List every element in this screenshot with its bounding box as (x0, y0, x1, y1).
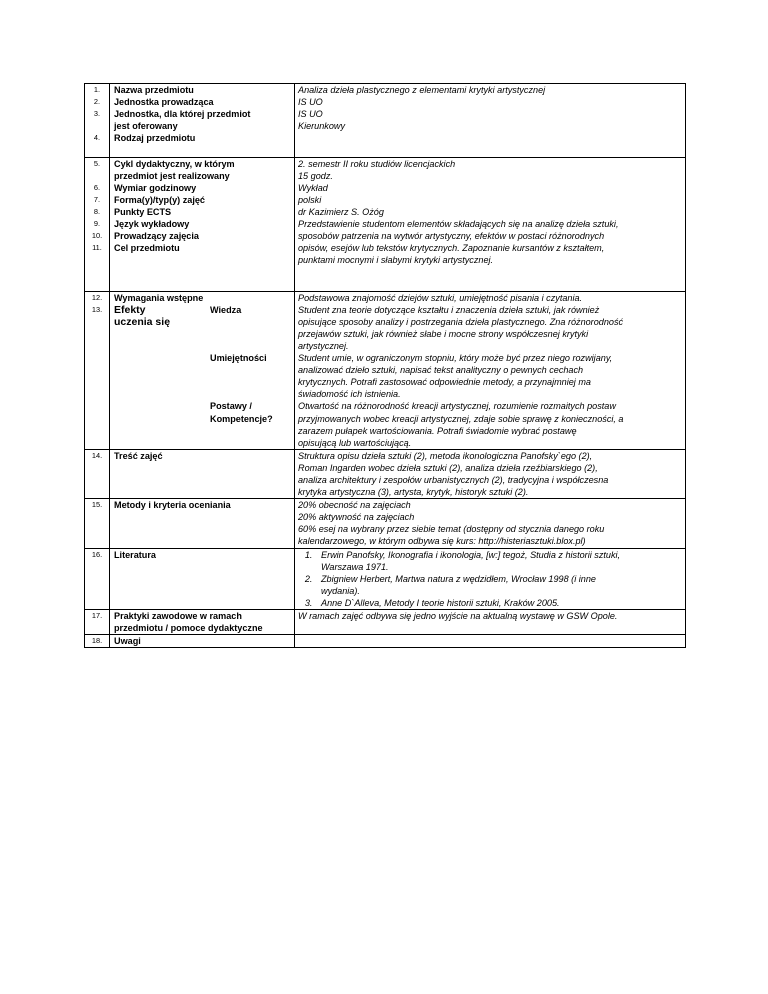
field-value: przejawów sztuki, jak również słabe i mocne strony współczesnej krytyki (298, 328, 589, 339)
field-label: Prowadzący zajęcia (114, 231, 199, 242)
row-number-16: 16. (85, 548, 110, 609)
row-number: 6. (93, 182, 101, 192)
labels-5-11 (110, 157, 295, 291)
field-value: punktami mocnymi i słabymi krytyki artystycznej. (298, 255, 494, 266)
field-value: 15 godz. (298, 170, 333, 181)
row-numbers-5-11 (85, 157, 110, 291)
outcome-attitudes-label: Kompetencje? (210, 413, 273, 424)
row-number: 12. (91, 292, 103, 302)
field-value: sposobów patrzenia na wytwór artystyczny, efektów w postaci różnorodnych (298, 231, 605, 242)
label-17: Praktyki zawodowe w ramach przedmiotu / pomoce dydaktyczne (110, 610, 295, 635)
row-number: 1. (93, 85, 101, 94)
row-number: 7. (93, 194, 101, 204)
field-value: Kierunkowy (298, 121, 346, 132)
field-value: Analiza dzieła plastycznego z elementami krytyki artystycznej (298, 85, 546, 95)
row-number-18: 18. (85, 635, 110, 648)
row-number: 8. (93, 206, 101, 216)
field-label: Rodzaj przedmiotu (114, 133, 196, 144)
literature-item: 1. Erwin Panofsky, Ikonografia i ikonologia, [w:] tegoż, Studia z historii sztuki, Warszawa 1971. (315, 549, 682, 573)
row-number: 2. (93, 97, 101, 107)
value-14: Struktura opisu dzieła sztuki (2), metoda ikonologiczna Panofsky`ego (2), Roman Ingarden wobec dzieła sztuki (2), analiza dzieła rzeźbiarskiego (2), analiza architektury i zespołów urbanistycznych (2), tradycyjna i współczesna krytyka artystyczna (3), artysta, krytyk, historyk sztuki (2). (295, 449, 686, 498)
field-label: Cykl dydaktyczny, w którym (114, 158, 235, 169)
field-value: IS UO (298, 109, 323, 120)
values-5-11 (295, 157, 686, 291)
field-value: Otwartość na różnorodność kreacji artystycznej, rozumienie rozmaitych postaw (298, 401, 616, 412)
value-18 (295, 635, 686, 648)
syllabus-page (84, 83, 684, 648)
row-numbers-12-13 (85, 291, 110, 449)
label-14: Treść zajęć (110, 449, 295, 498)
field-value: artystycznej. (298, 340, 349, 351)
field-label: uczenia się (114, 315, 171, 328)
field-value: dr Kazimierz S. Ożóg (298, 206, 384, 217)
field-label: przedmiot jest realizowany (114, 170, 230, 181)
literature-item: 3. Anne D`Alleva, Metody I teorie historii sztuki, Kraków 2005. (315, 597, 682, 609)
row-number: 11. (92, 243, 102, 253)
outcome-knowledge-label: Wiedza (210, 304, 242, 315)
label-15: Metody i kryteria oceniania (110, 499, 295, 548)
field-value: przyjmowanych wobec kreacji artystycznej, zdaje sobie sprawę z konieczności, a (298, 413, 624, 424)
field-value: świadomość ich istnienia. (298, 389, 401, 400)
row-number-14: 14. (85, 449, 110, 498)
learning-outcomes-labels (110, 304, 294, 449)
row-number-17: 17. (85, 610, 110, 635)
labels-12-13 (110, 291, 295, 449)
label-18: Uwagi (110, 635, 295, 648)
field-label: Punkty ECTS (114, 206, 172, 217)
field-value: analizować dzieło sztuki, napisać tekst analityczny o pewnych cechach (298, 365, 584, 376)
row-number-15: 15. (85, 499, 110, 548)
row-number: 9. (93, 219, 101, 229)
field-value: krytycznych. Potrafi zastosować odpowiednie metody, a przynajmniej ma (298, 377, 591, 388)
row-number: 3. (93, 109, 101, 119)
field-value: Wykład (298, 182, 328, 193)
field-value: opisującą lub wartościującą. (298, 437, 412, 448)
field-label: jest oferowany (114, 121, 178, 132)
field-label: Efekty (114, 303, 146, 316)
field-value: IS UO (298, 97, 323, 108)
syllabus-table (84, 83, 686, 648)
literature-list (295, 548, 686, 609)
field-value: opisujące sposoby analizy i postrzegania dzieła plastycznego. Zna różnorodność (298, 316, 624, 327)
value-15: 20% obecność na zajęciach 20% aktywność na zajęciach 60% esej na wybrany przez siebie temat (dostępny od stycznia danego roku kalendarzowego, w którym odbywa się kurs: http://histeriasztuki.blox.pl) (295, 499, 686, 548)
field-label: Język wykładowy (114, 219, 190, 230)
field-label: Wymagania wstępne (114, 292, 204, 303)
field-label: Jednostka, dla której przedmiot (114, 109, 251, 120)
field-value: 2. semestr II roku studiów licencjackich (298, 158, 456, 169)
row-number: 5. (93, 158, 101, 168)
row-numbers-1-4 (85, 84, 110, 158)
field-label: Nazwa przedmiotu (114, 85, 194, 95)
field-value: Student umie, w ograniczonym stopniu, który może być przez niego rozwijany, (298, 353, 613, 364)
outcome-attitudes-label: Postawy / (210, 401, 252, 412)
literature-item: 2. Zbigniew Herbert, Martwa natura z wędzidłem, Wrocław 1998 (i inne wydania). (315, 573, 682, 597)
field-value: polski (298, 194, 322, 205)
row-number: 10. (91, 231, 103, 241)
values-12-13 (295, 291, 686, 449)
field-label: Forma(y)/typ(y) zajęć (114, 194, 205, 205)
labels-1-4 (110, 84, 295, 158)
field-label: Cel przedmiotu (114, 243, 180, 254)
field-value: Przedstawienie studentom elementów składających się na analizę dzieła sztuki, (298, 219, 619, 230)
field-label: Jednostka prowadząca (114, 97, 214, 108)
field-value: zarazem pułapek wartościowania. Potrafi świadomie wybrać postawę (298, 425, 577, 436)
label-16: Literatura (110, 548, 295, 609)
field-value: Podstawowa znajomość dziejów sztuki, umiejętność pisania i czytania. (298, 292, 583, 303)
outcome-skills-label: Umiejętności (210, 353, 267, 364)
row-number: 13. (91, 304, 103, 314)
row-number: 4. (93, 133, 101, 143)
field-value: Student zna teorie dotyczące kształtu i znaczenia dzieła sztuki, jak również (298, 304, 600, 315)
value-17: W ramach zajęć odbywa się jedno wyjście na aktualną wystawę w GSW Opole. (295, 610, 686, 635)
values-1-4 (295, 84, 686, 158)
field-value: opisów, esejów lub tekstów krytycznych. Zapoznanie kursantów z kształtem, (298, 243, 605, 254)
field-label: Wymiar godzinowy (114, 182, 197, 193)
